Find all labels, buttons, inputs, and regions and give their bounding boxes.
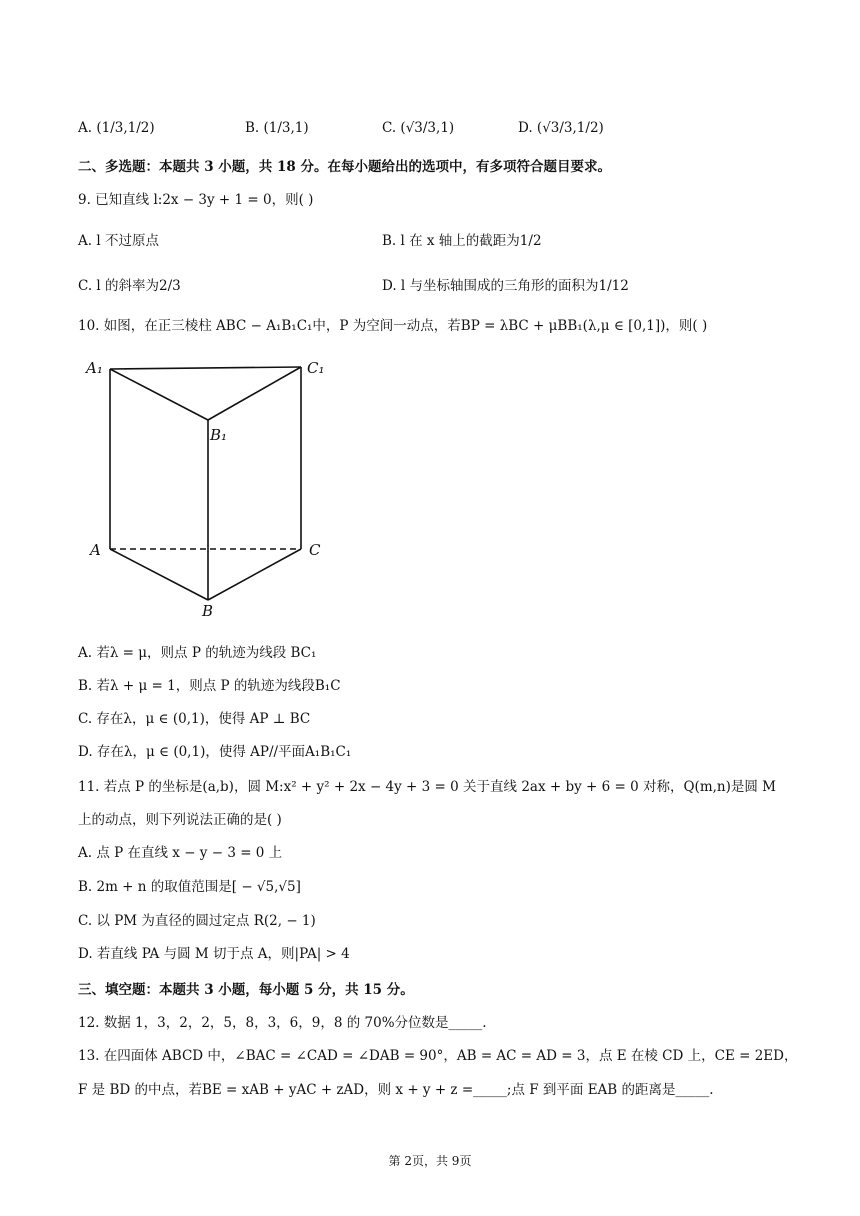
q13-line1: 13. 在四面体 ABCD 中，∠BAC = ∠CAD = ∠DAB = 90°，AB = AC = AD = 3，点 E 在棱 CD 上，CE = 2ED， bbox=[78, 1048, 798, 1064]
q9-stem: 9. 已知直线 l:2x − 3y + 1 = 0，则( ) bbox=[78, 192, 314, 208]
q9-option-d: D. l 与坐标轴围成的三角形的面积为1/12 bbox=[382, 278, 629, 294]
q9-option-c: C. l 的斜率为2/3 bbox=[78, 278, 181, 294]
label-a1: A₁ bbox=[86, 359, 103, 377]
q11-stem-line1: 11. 若点 P 的坐标是(a,b)，圆 M:x² + y² + 2x − 4y + 3 = 0 关于直线 2ax + by + 6 = 0 对称，Q(m,n)是圆 M bbox=[78, 779, 776, 795]
edge-bc bbox=[208, 549, 301, 600]
section3-heading: 三、填空题：本题共 3 小题，每小题 5 分，共 15 分。 bbox=[78, 982, 414, 998]
prism-figure bbox=[78, 348, 348, 618]
label-c: C bbox=[309, 541, 321, 559]
q10-option-b: B. 若λ + μ = 1，则点 P 的轨迹为线段B₁C bbox=[78, 678, 341, 694]
edge-a1c1 bbox=[110, 367, 301, 369]
q8-option-b: B. (1/3,1) bbox=[245, 120, 309, 136]
q11-stem-line2: 上的动点，则下列说法正确的是( ) bbox=[78, 812, 282, 828]
section2-heading: 二、多选题：本题共 3 小题，共 18 分。在每小题给出的选项中，有多项符合题目要求。 bbox=[78, 159, 611, 175]
q13-line2: F 是 BD 的中点，若BE = xAB + yAC + zAD，则 x + y + z =_____;点 F 到平面 EAB 的距离是_____. bbox=[78, 1082, 714, 1098]
edge-a1b1 bbox=[110, 369, 208, 420]
q10-option-c: C. 存在λ，μ ∈ (0,1)，使得 AP ⊥ BC bbox=[78, 711, 311, 727]
q8-option-c: C. (√3/3,1) bbox=[382, 120, 455, 136]
q11-option-a: A. 点 P 在直线 x − y − 3 = 0 上 bbox=[78, 845, 283, 861]
q11-option-d: D. 若直线 PA 与圆 M 切于点 A，则|PA| > 4 bbox=[78, 946, 350, 962]
edge-ab bbox=[110, 549, 208, 600]
q8-option-a: A. (1/3,1/2) bbox=[78, 120, 155, 136]
q10-option-d: D. 存在λ，μ ∈ (0,1)，使得 AP//平面A₁B₁C₁ bbox=[78, 744, 352, 760]
q11-option-b: B. 2m + n 的取值范围是[ − √5,√5] bbox=[78, 879, 301, 895]
label-c1: C₁ bbox=[307, 359, 325, 377]
q12-stem: 12. 数据 1，3，2，2，5，8，3，6，9，8 的 70%分位数是_____. bbox=[78, 1015, 487, 1031]
page-footer: 第 2页，共 9页 bbox=[388, 1154, 472, 1168]
label-a: A bbox=[90, 541, 101, 559]
q9-option-b: B. l 在 x 轴上的截距为1/2 bbox=[382, 233, 542, 249]
q10-stem: 10. 如图，在正三棱柱 ABC − A₁B₁C₁中，P 为空间一动点，若BP = λBC + μBB₁(λ,μ ∈ [0,1])，则( ) bbox=[78, 318, 708, 334]
q11-option-c: C. 以 PM 为直径的圆过定点 R(2, − 1) bbox=[78, 913, 316, 929]
label-b: B bbox=[202, 602, 214, 618]
edge-b1c1 bbox=[208, 367, 301, 420]
label-b1: B₁ bbox=[210, 426, 228, 444]
q8-option-d: D. (√3/3,1/2) bbox=[518, 120, 604, 136]
q9-option-a: A. l 不过原点 bbox=[78, 233, 159, 249]
q10-option-a: A. 若λ = μ，则点 P 的轨迹为线段 BC₁ bbox=[78, 645, 317, 661]
